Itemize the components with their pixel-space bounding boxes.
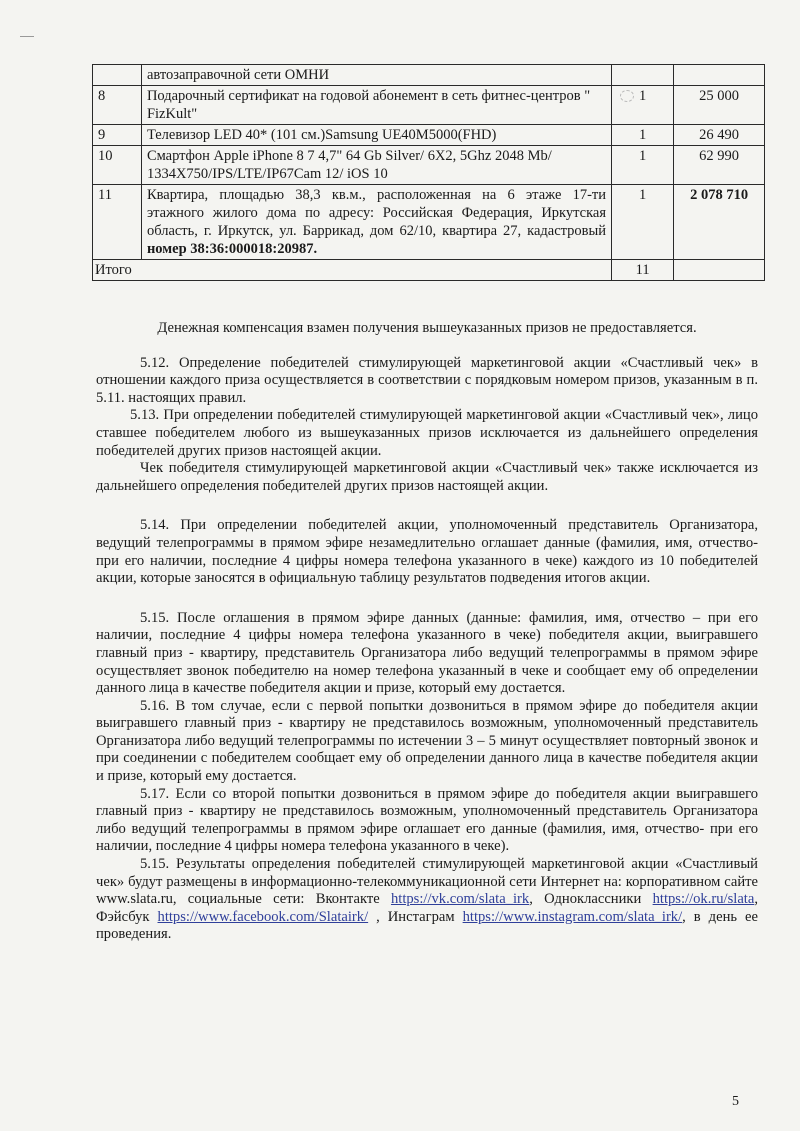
- paragraph-5-16: 5.16. В том случае, если с первой попытки дозвониться в прямом эфире до победителя акции выигравшего главный приз - квартиру не представилось возможным, уполномоченный представитель Организатора либо ведущий телепрограммы по истечении 3 – 5 минут осуществляет повторный звонок и при соединении с победителем сообщает ему об определении данного лица в качестве победителя акции и призе, который ему достается.: [96, 697, 758, 785]
- row-value: [674, 65, 765, 86]
- results-text: 5.15. Результаты определения победителей стимулирующей маркетинговой акции «Счастливый чек» будут размещены в информационно-телекоммуникационной сети Интернет на: корпоративном сайте www.slata.ru, социальные сети: Вконтакте: [96, 856, 758, 908]
- row-value: 62 990: [674, 146, 765, 185]
- vk-link[interactable]: https://vk.com/slata_irk: [390, 891, 530, 908]
- spacer: [96, 338, 758, 355]
- facebook-link[interactable]: https://www.facebook.com/Slatairk/: [157, 908, 369, 925]
- prize-table: [92, 64, 765, 281]
- scan-mark: [20, 36, 34, 37]
- results-text: , Одноклассники: [529, 891, 653, 908]
- instagram-link[interactable]: https://www.instagram.com/slata_irk/: [462, 908, 683, 925]
- row-quantity: 1: [612, 125, 674, 146]
- row-number: [93, 65, 142, 86]
- row-number: 8: [93, 86, 142, 125]
- results-text: , Инстаграм: [368, 908, 463, 925]
- row-description: Подарочный сертификат на годовой абонемент в сеть фитнес-центров " FizKult": [141, 86, 611, 125]
- spacer: [96, 495, 758, 517]
- spacer: [96, 588, 758, 610]
- table-row: [93, 65, 765, 86]
- apartment-description: Квартира, площадью 38,3 кв.м., расположенная на 6 этаже 17-ти этажного жилого дома по адресу: Российская Федерация, Иркутская область, г. Иркутск, ул. Баррикад, дом 62/10, квартира 27, кадастровый: [146, 187, 607, 239]
- paragraph-5-13-receipt: Чек победителя стимулирующей маркетинговой акции «Счастливый чек» также исключается из дальнейшего определения победителей других призов настоящей акции.: [96, 460, 758, 494]
- row-quantity: 1: [612, 86, 674, 125]
- row-value: 2 078 710: [674, 185, 765, 260]
- row-description: Телевизор LED 40* (101 см.)Samsung UE40M5000(FHD): [141, 125, 611, 146]
- row-description: [141, 185, 611, 260]
- row-quantity: [612, 65, 674, 86]
- row-description: автозаправочной сети ОМНИ: [141, 65, 611, 86]
- paragraph-5-15-results: [96, 856, 758, 944]
- table-row: [93, 185, 765, 260]
- row-quantity: 1: [612, 185, 674, 260]
- paragraph-5-14: 5.14. При определении победителей акции, уполномоченный представитель Организатора, ведущий телепрограммы в прямом эфире незамедлительно оглашает данные (фамилия, имя, отчество- при его наличии, последние 4 цифры номера телефона указанного в чеке) каждого из 10 победителей акции, которые заносятся в официальную таблицу результатов подведения итогов акции.: [96, 517, 758, 587]
- paragraph-5-15: 5.15. После оглашения в прямом эфире данных (данные: фамилия, имя, отчество – при его наличии, последние 4 цифры номера телефона указанного в чеке) победителя акции, выигравшего главный приз - квартиру, представитель Организатора либо ведущий телепрограммы в прямом эфире осуществляет звонок победителю на номер телефона указанный в чеке и сообщает ему об определении данного лица в качестве победителя акции и призе, который ему достается.: [96, 609, 758, 697]
- compensation-note: Денежная компенсация взамен получения вышеуказанных призов не предоставляется.: [157, 320, 697, 336]
- paragraph-5-17: 5.17. Если со второй попытки дозвониться в прямом эфире до победителя акции выигравшего главный приз - квартиру не представилось возможным, уполномоченный представитель Организатора либо ведущий телепрограммы в прямом эфире оглашает его данные (фамилия, имя, отчество- при его наличии, последние 4 цифры номера телефона указанного в чеке).: [96, 785, 758, 855]
- total-row: [93, 260, 765, 281]
- total-quantity: 11: [612, 260, 674, 281]
- row-number: 11: [93, 185, 142, 260]
- total-value: [674, 260, 765, 281]
- document-body: [96, 320, 758, 944]
- row-value: 25 000: [674, 86, 765, 125]
- results-text: , в день ее проведения.: [96, 908, 758, 943]
- total-label: Итого: [93, 260, 612, 281]
- row-value: 26 490: [674, 125, 765, 146]
- cadastral-number: номер 38:36:000018:20987.: [146, 241, 318, 257]
- paragraph-5-12: 5.12. Определение победителей стимулирующей маркетинговой акции «Счастливый чек» в отношении каждого приза осуществляется в соответствии с порядковым номером призов, указанным в п. 5.11. настоящих правил.: [96, 354, 758, 406]
- table-row: [93, 146, 765, 185]
- row-number: 10: [93, 146, 142, 185]
- ok-link[interactable]: https://ok.ru/slata: [652, 891, 755, 908]
- table-row: [93, 86, 765, 125]
- paragraph-5-13: 5.13. При определении победителей стимулирующей маркетинговой акции «Счастливый чек», лицо ставшее победителем любого из вышеуказанных призов исключается из дальнейшего определения победителей других призов настоящей акции.: [96, 407, 758, 459]
- row-description: Смартфон Apple iPhone 8 7 4,7" 64 Gb Silver/ 6X2, 5Ghz 2048 Mb/ 1334X750/IPS/LTE/IP67Cam 12/ iOS 10: [141, 146, 611, 185]
- table-row: [93, 125, 765, 146]
- row-number: 9: [93, 125, 142, 146]
- row-quantity: 1: [612, 146, 674, 185]
- page-number: 5: [732, 1094, 739, 1109]
- results-text: , Фэйсбук: [96, 891, 758, 925]
- scan-smudge: [620, 90, 634, 102]
